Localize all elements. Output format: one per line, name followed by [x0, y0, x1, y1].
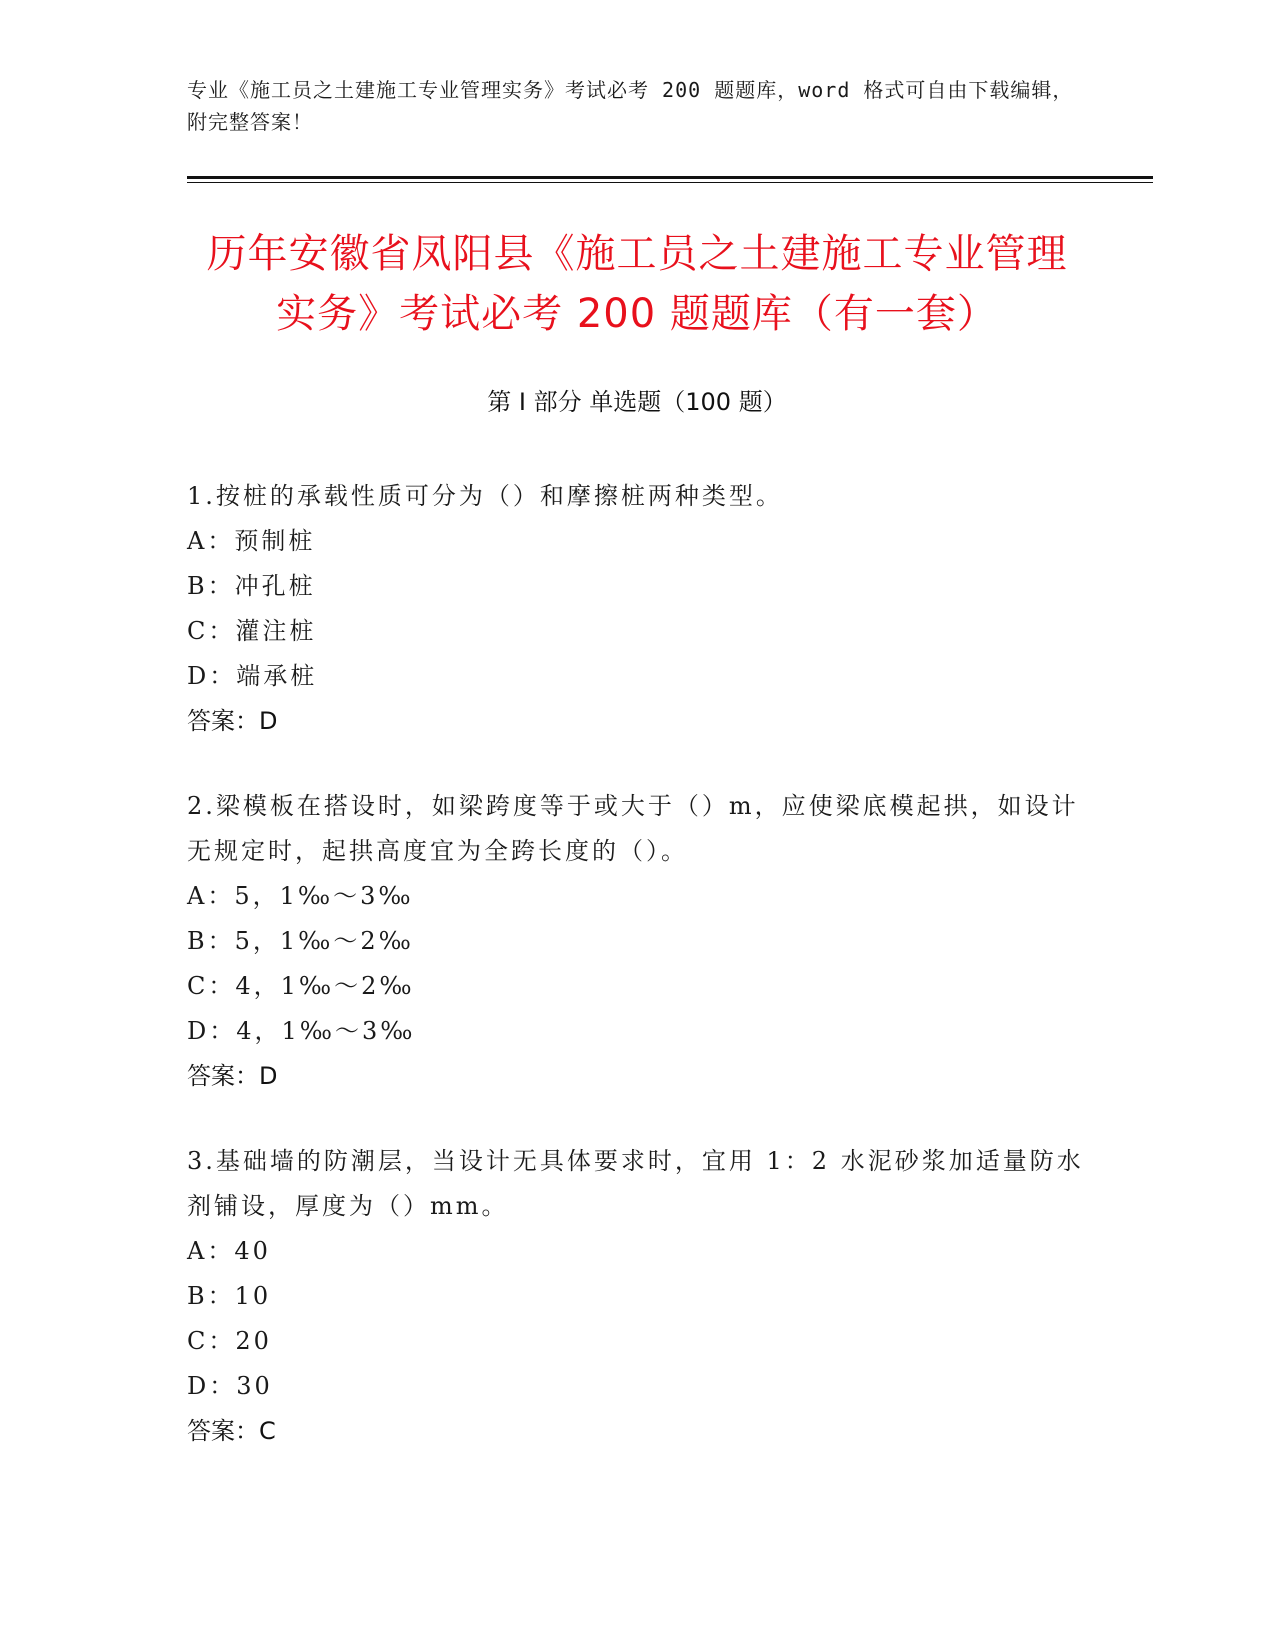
option-d: D：端承桩: [187, 662, 318, 690]
question-list: [187, 474, 1087, 1494]
option-a: A：40: [187, 1237, 271, 1265]
option-c: C：灌注桩: [187, 617, 317, 645]
option-b: B：5，1‰～2‰: [187, 927, 414, 955]
question-item: [187, 474, 1087, 744]
question-text: 1.按桩的承载性质可分为（）和摩擦桩两种类型。: [187, 482, 783, 510]
question-text: 3.基础墙的防潮层，当设计无具体要求时，宜用 1：2 水泥砂浆加适量防水剂铺设，厚度为（）mm。: [187, 1147, 1084, 1220]
document-title: 历年安徽省凤阳县《施工员之土建施工专业管理实务》考试必考 200 题题库（有一套）: [206, 231, 1068, 337]
header-divider-thin: [187, 182, 1153, 183]
answer-line: 答案：D: [187, 1062, 278, 1090]
option-c: C：20: [187, 1327, 272, 1355]
option-a: A：5，1‰～3‰: [187, 882, 414, 910]
answer-line: 答案：C: [187, 1417, 276, 1445]
question-text: 2.梁模板在搭设时，如梁跨度等于或大于（）m，应使梁底模起拱，如设计无规定时，起拱高度宜为全跨长度的（）。: [187, 792, 1079, 865]
question-item: [187, 1139, 1087, 1454]
option-d: D：30: [187, 1372, 273, 1400]
section-heading: 第 I 部分 单选题（100 题）: [487, 388, 787, 416]
option-a: A：预制桩: [187, 527, 316, 555]
answer-line: 答案：D: [187, 707, 278, 735]
option-b: B：10: [187, 1282, 272, 1310]
option-b: B：冲孔桩: [187, 572, 316, 600]
header-note: 专业《施工员之土建施工专业管理实务》考试必考 200 题题库，word 格式可自由下载编辑，附完整答案！: [187, 78, 1074, 134]
question-item: [187, 784, 1087, 1099]
header-divider-thick: [187, 176, 1153, 179]
option-c: C：4，1‰～2‰: [187, 972, 415, 1000]
option-d: D：4，1‰～3‰: [187, 1017, 416, 1045]
